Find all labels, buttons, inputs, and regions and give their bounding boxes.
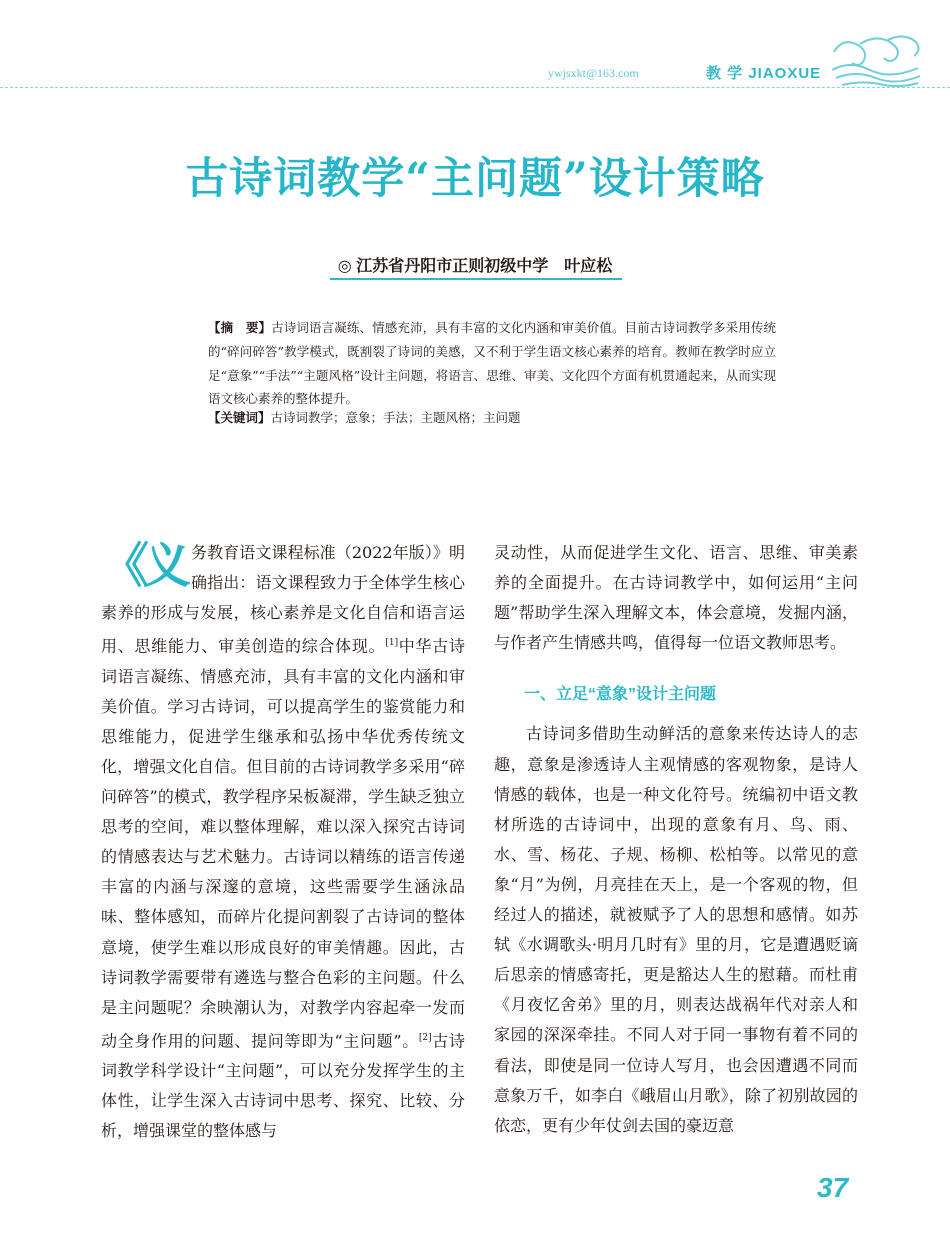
keywords [208,406,776,430]
page-number: 37 [817,1172,849,1203]
body-column-left [101,538,465,1147]
dropcap: 《义 [101,538,186,594]
body-column-right [494,538,858,1141]
left-paragraph [101,538,465,1147]
left-text-c: 古诗词教学科学设计“主问题”，可以充分发挥学生的主体性，让学生深入古诗词中思考、探究、比较、分析，增强课堂的整体感与 [101,1031,465,1141]
abstract [208,316,776,410]
author-line: ◎ 江苏省丹阳市正则初级中学 叶应松 [337,258,613,275]
left-text-a: 务教育语文课程标准（2022年版）》明确指出：语文课程致力于全体学生核心素养的形成与发展，核心素养是文化自信和语言运用、思维能力、审美创造的综合体现。 [101,543,465,656]
article-title: 古诗词教学“主问题”设计策略 [185,154,765,204]
right-paragraph-1: 灵动性，从而促进学生文化、语言、思维、审美素养的全面提升。在古诗词教学中，如何运用“主问题”帮助学生深入理解文本，体会意境，发掘内涵，与作者产生情感共鸣，值得每一位语文教师思考。 [494,543,858,653]
reference-1: [1] [385,638,399,649]
section-heading: 一、立足“意象”设计主问题 [524,686,717,704]
wave-icon [830,30,922,88]
abstract-label: 【摘 要】 [208,321,272,335]
right-paragraph-2: 古诗词多借助生动鲜活的意象来传达诗人的志趣，意象是渗透诗人主观情感的客观物象，是诗人情感的载体，也是一种文化符号。统编初中语文教材所选的古诗词中，出现的意象有月、鸟、雨、水、雪、杨花、子规、杨柳、松柏等。以常见的意象“月”为例，月亮挂在天上，是一个客观的物，但经过人的描述，就被赋予了人的思想和感情。如苏轼《水调歌头·明月几时有》里的月，它是遭遇贬谪后思亲的情感寄托，更是豁达人生的慰藉。而杜甫《月夜忆舍弟》里的月，则表达战祸年代对亲人和家园的深深牵挂。不同人对于同一事物有着不同的看法，即使是同一位诗人写月，也会因遭遇不同而意象万千，如李白《峨眉山月歌》，除了初别故园的依恋，更有少年仗剑去国的豪迈意 [494,724,858,1135]
abstract-text: 古诗词语言凝练、情感充沛，具有丰富的文化内涵和审美价值。目前古诗词教学多采用传统的“碎问碎答”教学模式，既割裂了诗词的美感，又不利于学生语文核心素养的培育。教师在教学时应立足“意象”“手法”“主题风格”设计主问题，将语言、思维、审美、文化四个方面有机贯通起来，从而实现语文核心素养的整体提升。 [208,320,776,406]
reference-2: [2] [418,1032,432,1043]
header-divider [0,87,950,88]
author-underline [330,278,622,280]
keywords-label: 【关键词】 [208,411,271,425]
left-text-b: 中华古诗词语言凝练、情感充沛，具有丰富的文化内涵和审美价值。学习古诗词，可以提高学生的鉴赏能力和思维能力，促进学生继承和弘扬中华优秀传统文化，增强文化自信。但目前的古诗词教学多采用“碎问碎答”的模式，教学程序呆板凝滞，学生缺乏独立思考的空间，难以整体理解，难以深入探究古诗词的情感表达与艺术魅力。古诗词以精练的语言传递丰富的内涵与深邃的意境，这些需要学生涵泳品味、整体感知，而碎片化提问割裂了古诗词的整体意境，使学生难以形成良好的审美情趣。因此，古诗词教学需要带有遴选与整合色彩的主问题。什么是主问题呢？余映潮认为，对教学内容起牵一发而动全身作用的问题、提问等即为“主问题”。 [101,636,465,1051]
header-email: ywjsxkt@163.com [548,66,639,80]
keywords-text: 古诗词教学；意象；手法；主题风格；主问题 [270,410,521,425]
header-section-label: 教 学 JIAOXUE [706,65,822,82]
